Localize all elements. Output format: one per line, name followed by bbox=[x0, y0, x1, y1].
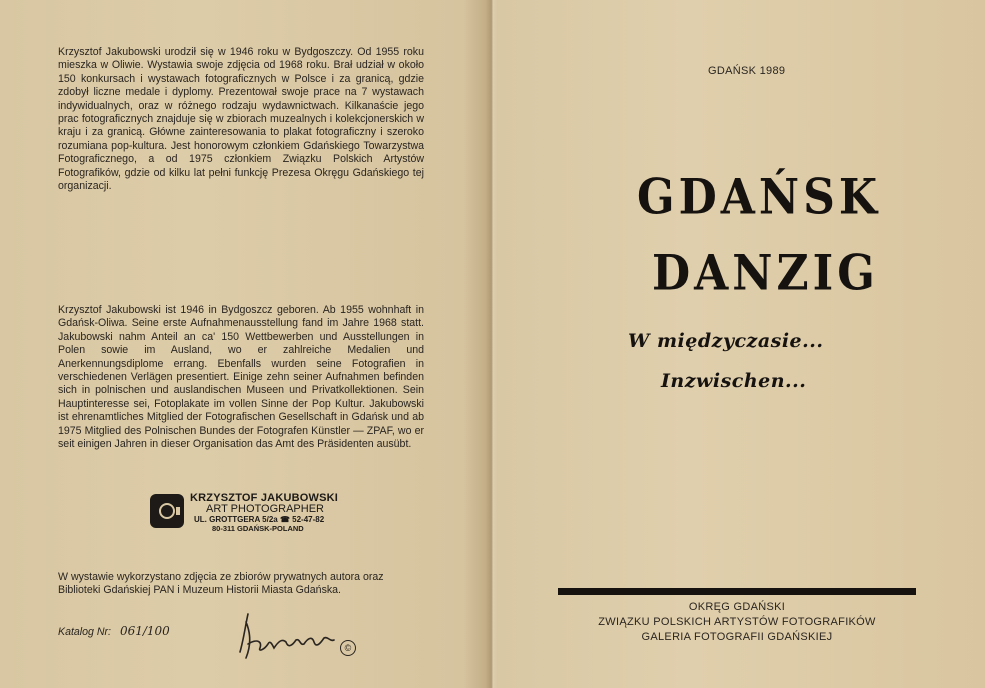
subtitle-german: Inzwischen... bbox=[661, 370, 807, 392]
catalog-number: 061/100 bbox=[119, 624, 170, 638]
org-line-1: OKRĘG GDAŃSKI bbox=[688, 601, 786, 613]
stamp-name: KRZYSZTOF JAKUBOWSKI bbox=[190, 492, 339, 504]
bio-german: Krzysztof Jakubowski ist 1946 in Bydgoszcz geboren. Ab 1955 wohnhaft in Gdańsk-Oliwa. Seine erste Aufnahmenausstellung fand im Jahre 1968 statt. Jakubowski nahm Anteil an ca' 150 Wettbewerben und Ausstellungen in Polen sowie im Ausland, wo er zahlreiche Medalien und Anerkennungsdiplome errang. Ebenfalls wurden seine Fotografien in verschiedenen Verlägen presentiert. Einige zehn seiner Aufnahmen befinden sich in polnischen und auslandischen Museen und Privatkollektionen. Sein Hauptinteresse sei, Fotoplakate im vollen Sinne der Pop Kultur. Jakubowski ist ehrenamtliches Mitglied der Fotografischen Gesellschaft in Gdańsk und ab 1975 Mitglied des Polnischen Bundes der Fotografen Künstler — ZPAF, wo er seit einigen Jahren in dieser Organisation das Amt des Präsidenten ausübt. bbox=[58, 304, 424, 451]
right-page bbox=[492, 0, 985, 688]
subtitle-polish: W międzyczasie... bbox=[628, 330, 824, 352]
city-year: GDAŃSK 1989 bbox=[708, 65, 786, 77]
sources-note: W wystawie wykorzystano zdjęcia ze zbiorów prywatnych autora oraz Biblioteki Gdańskiej PAN i Muzeum Historii Miasta Gdańska. bbox=[58, 571, 384, 597]
catalog-label: Katalog Nr: bbox=[58, 626, 111, 638]
copyright-icon: © bbox=[340, 640, 356, 656]
divider-rule bbox=[558, 588, 916, 595]
left-page bbox=[0, 0, 490, 688]
photographer-stamp bbox=[150, 492, 340, 536]
catalog-number-line bbox=[58, 624, 170, 638]
title-polish: GDAŃSK bbox=[637, 169, 882, 226]
bio-polish: Krzysztof Jakubowski urodził się w 1946 roku w Bydgoszczy. Od 1955 roku mieszka w Oliwie. Wystawia swoje zdjęcia od 1968 roku. Brał udział w około 150 konkursach i wystawach fotograficznych w Polsce i za granicą, gdzie zdobył liczne medale i dyplomy. Prezentował swoje prace na 7 wystawach indywidualnych, oraz w różnego rodzaju wydawnictwach. Kilkanaście jego prac fotograficznych znajduje się w zbiorach muzealnych i kolekcjonerskich w kraju i za granicą. Główne zainteresowania to plakat fotograficzny i szeroko rozumiana pop-kultura. Jest honorowym członkiem Gdańskiego Towarzystwa Fotograficznego, a od 1975 członkiem Związku Polskich Artystów Fotografików, gdzie od kilku lat pełni funkcję Prezesa Okręgu Gdańskiego tej organizacji. bbox=[58, 46, 424, 193]
stamp-title: ART PHOTOGRAPHER bbox=[206, 503, 324, 515]
organization-block bbox=[552, 600, 922, 645]
camera-logo-icon bbox=[150, 494, 184, 528]
org-line-2: ZWIĄZKU POLSKICH ARTYSTÓW FOTOGRAFIKÓW bbox=[598, 616, 876, 628]
title-german: DANZIG bbox=[652, 245, 879, 302]
stamp-address: UL. GROTTGERA 5/2a ☎ 52-47-82 bbox=[194, 515, 325, 524]
handwritten-signature bbox=[234, 608, 344, 668]
stamp-city: 80-311 GDAŃSK-POLAND bbox=[212, 524, 304, 533]
org-line-3: GALERIA FOTOGRAFII GDAŃSKIEJ bbox=[641, 631, 833, 643]
